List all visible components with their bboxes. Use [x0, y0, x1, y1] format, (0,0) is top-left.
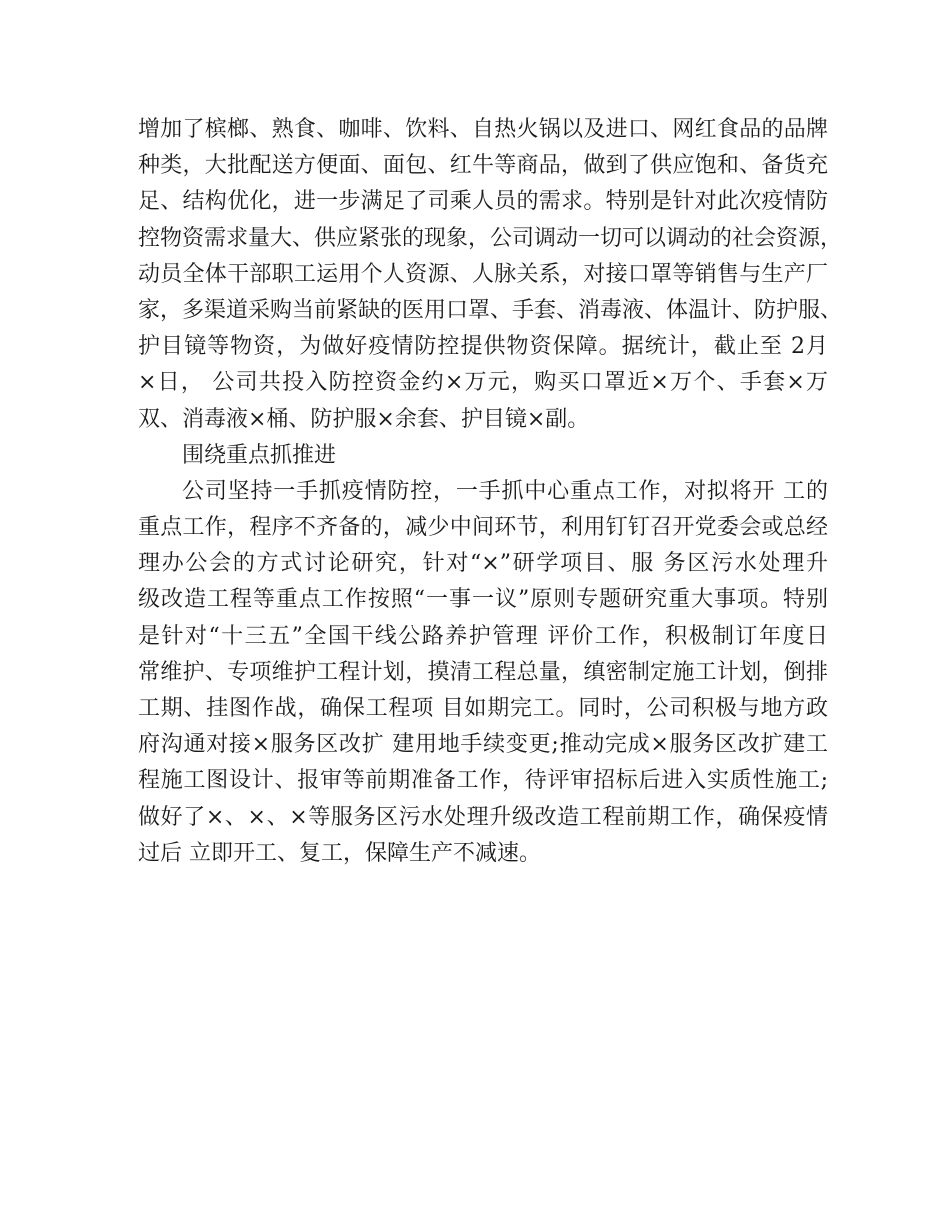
text-line: 理办公会的方式讨论研究，针对“×”研学项目、服 务区污水处理升: [138, 551, 828, 577]
text-line: 过后 立即开工、复工，保障生产不减速。: [138, 840, 541, 866]
text-line: 级改造工程等重点工作按照“一事一议”原则专题研究重大事项。特别: [138, 587, 828, 613]
text-line: ×日， 公司共投入防控资金约×万元，购买口罩近×万个、手套×万: [138, 370, 828, 396]
text-line: 工期、挂图作战，确保工程项 目如期完工。同时，公司积极与地方政: [138, 696, 828, 721]
text-line: 常维护、专项维护工程计划，摸清工程总量，缜密制定施工计划，倒排: [138, 659, 828, 685]
text-line: 重点工作，程序不齐备的，减少中间环节，利用钉钉召开党委会或总经: [138, 515, 828, 541]
text-line: 足、结构优化，进一步满足了司乘人员的需求。特别是针对此次疫情防: [138, 189, 828, 215]
text-line: 双、消毒液×桶、防护服×余套、护目镜×副。: [138, 406, 590, 432]
paragraph-supplies: [138, 112, 843, 438]
paragraph-key-projects: [138, 474, 828, 872]
text-line: 控物资需求量大、供应紧张的现象，公司调动一切可以调动的社会资源，: [138, 225, 843, 251]
document-body: [138, 112, 843, 872]
text-line: 种类，大批配送方便面、面包、红牛等商品，做到了供应饱和、备货充: [138, 153, 828, 179]
section-heading: 围绕重点抓推进: [182, 442, 337, 468]
text-line: 程施工图设计、报审等前期准备工作，待评审招标后进入实质性施工;: [138, 768, 828, 794]
text-line: 家，多渠道采购当前紧缺的医用口罩、手套、消毒液、体温计、防护服、: [138, 297, 843, 323]
text-line: 府沟通对接×服务区改扩 建用地手续变更;推动完成×服务区改扩建工: [138, 732, 828, 758]
text-line: 做好了×、×、×等服务区污水处理升级改造工程前期工作，确保疫情: [138, 804, 828, 830]
text-line: 护目镜等物资，为做好疫情防控提供物资保障。据统计，截止至 2月: [138, 334, 828, 360]
text-line: 是针对“十三五”全国干线公路养护管理 评价工作，积极制订年度日: [138, 623, 828, 649]
text-line: 公司坚持一手抓疫情防控，一手抓中心重点工作，对拟将开 工的: [182, 478, 828, 504]
text-line: 动员全体干部职工运用个人资源、人脉关系，对接口罩等销售与生产厂: [138, 261, 828, 287]
text-line: 增加了槟榔、熟食、咖啡、饮料、自热火锅以及进口、网红食品的品牌: [138, 117, 828, 142]
